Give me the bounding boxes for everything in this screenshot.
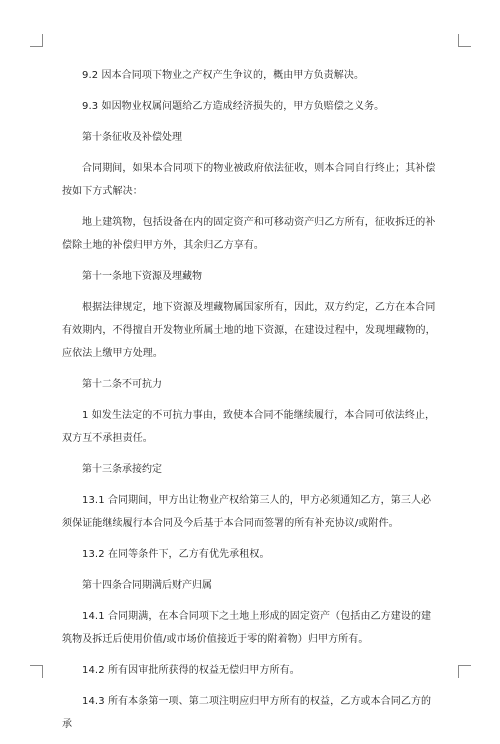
article-11-para: 根据法律规定，地下资源及埋藏物属国家所有，因此，双方约定，乙方在本合同有效期内，不得擅自开发物业所属土地的地下资源，在建设过程中，发现埋藏物的，应依法上缴甲方处理。 [62, 302, 436, 359]
clause-13-1: 13.1 合同期间，甲方出让物业产权给第三人的，甲方必须通知乙方，第三人必须保证能继续履行本合同及今后基于本合同而签署的所有补充协议/或附件。 [62, 495, 432, 529]
article-13-heading: 第十三条承接约定 [82, 464, 162, 475]
crop-mark-top-right [458, 34, 471, 47]
document-body [62, 64, 440, 744]
clause-14-2: 14.2 所有因审批所获得的权益无偿归甲方所有。 [82, 665, 300, 676]
crop-mark-bottom-left [30, 665, 43, 678]
clause-9-3: 9.3 如因物业权属问题给乙方造成经济损失的，甲方负赔偿之义务。 [82, 101, 385, 112]
clause-14-3: 14.3 所有本条第一项、第二项注明应归甲方所有的权益，乙方或本合同乙方的承 [62, 696, 432, 730]
clause-13-2: 13.2 在同等条件下，乙方有优先承租权。 [82, 549, 270, 560]
article-10-para-2: 地上建筑物，包括设备在内的固定资产和可移动资产归乙方所有，征收拆迁的补偿除土地的补偿归甲方外，其余归乙方享有。 [62, 217, 436, 251]
clause-14-1: 14.1 合同期满，在本合同项下之土地上形成的固定资产（包括由乙方建设的建筑物及拆迁后使用价值/或市场价值接近于零的附着物）归甲方所有。 [62, 611, 432, 645]
article-14-heading: 第十四条合同期满后财产归属 [82, 580, 212, 591]
article-11-heading: 第十一条地下资源及埋藏物 [82, 271, 202, 282]
article-12-heading: 第十二条不可抗力 [82, 379, 162, 390]
article-10-heading: 第十条征收及补偿处理 [82, 132, 182, 143]
article-10-para-1: 合同期间，如果本合同项下的物业被政府依法征收，则本合同自行终止；其补偿按如下方式解决： [62, 163, 436, 197]
crop-mark-bottom-right [458, 665, 471, 678]
article-12-para: 1 如发生法定的不可抗力事由，致使本合同不能继续履行，本合同可依法终止，双方互不承担责任。 [62, 410, 436, 444]
crop-mark-top-left [30, 34, 43, 47]
clause-9-2: 9.2 因本合同项下物业之产权产生争议的，概由甲方负责解决。 [82, 70, 365, 81]
